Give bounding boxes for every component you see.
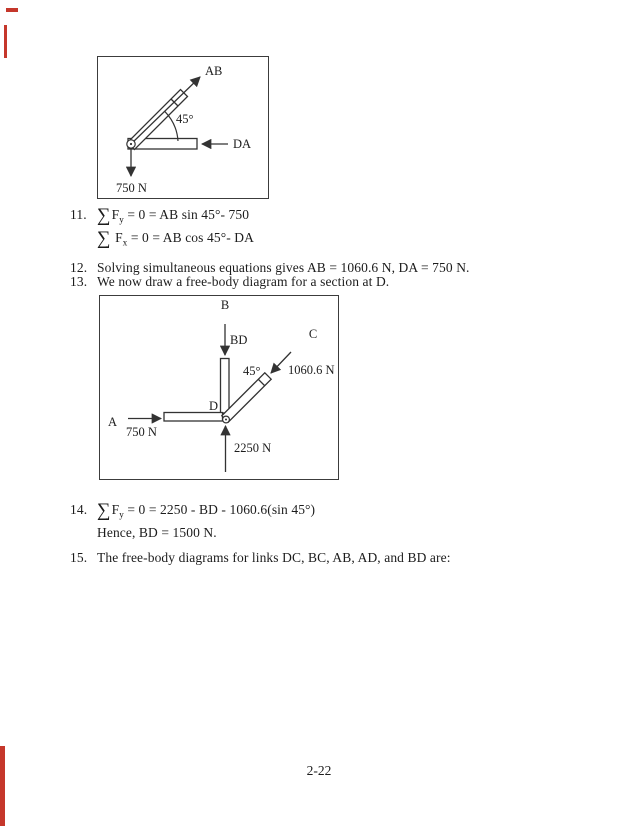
link-ad-bar [164, 413, 223, 422]
label-ab: AB [205, 64, 223, 78]
scan-artifact-vline [4, 25, 7, 58]
item-number: 13. [70, 274, 88, 289]
label-bd: BD [230, 333, 248, 347]
label-angle: 45° [176, 112, 194, 126]
diagram-section-d-drawing [100, 296, 335, 476]
list-item-15 [70, 549, 451, 567]
label-750n: 750 N [126, 425, 157, 439]
item-text: Solving simultaneous equations gives AB = 1060.6 N, DA = 750 N. [97, 260, 470, 275]
label-b: B [220, 298, 230, 312]
label-da: DA [233, 137, 252, 151]
equation-fy: $\sum F_y = 0 = 2250$ - BD - 1060.6(sin 45°) [97, 500, 316, 521]
item-number: 11. [70, 207, 87, 222]
item-equations [97, 206, 254, 251]
item-text: The free-body diagrams for links DC, BC, AB, AD, and BD are: [97, 550, 451, 565]
label-a: A [108, 415, 118, 429]
label-1060n: 1060.6 N [288, 363, 335, 377]
item-number: 15. [70, 550, 88, 565]
equation-fy: $\sum F_y = 0$ = AB sin 45°- 750 [97, 205, 250, 226]
item-number: 14. [70, 502, 88, 517]
pin-joint-dot [130, 143, 132, 145]
label-2250n: 2250 N [234, 441, 272, 455]
label-angle: 45° [243, 364, 261, 378]
diagram-joint-a [97, 56, 269, 199]
equation-fx: ∑ $F_x = 0$ = AB cos 45°- DA [97, 227, 254, 249]
list-item-13 [70, 273, 389, 291]
label-750n: 750 N [116, 181, 147, 195]
link-bd-bar [221, 359, 230, 414]
list-item-11 [70, 206, 254, 251]
label-c: C [308, 327, 318, 341]
item-equations [97, 501, 315, 542]
diagram-joint-a-drawing [98, 57, 265, 195]
pin-joint-d-dot [225, 419, 227, 421]
page-number: 2-22 [306, 763, 332, 778]
label-d: D [208, 399, 218, 413]
item-number: 12. [70, 260, 88, 275]
list-item-14 [70, 501, 315, 542]
scan-artifact-strip [0, 746, 5, 826]
diagram-section-d [99, 295, 339, 480]
item-text: We now draw a free-body diagram for a section at D. [97, 274, 390, 289]
hence-line: Hence, BD = 1500 N. [97, 524, 217, 540]
force-ab-arrow [131, 77, 200, 144]
scan-artifact-dash [6, 8, 18, 12]
